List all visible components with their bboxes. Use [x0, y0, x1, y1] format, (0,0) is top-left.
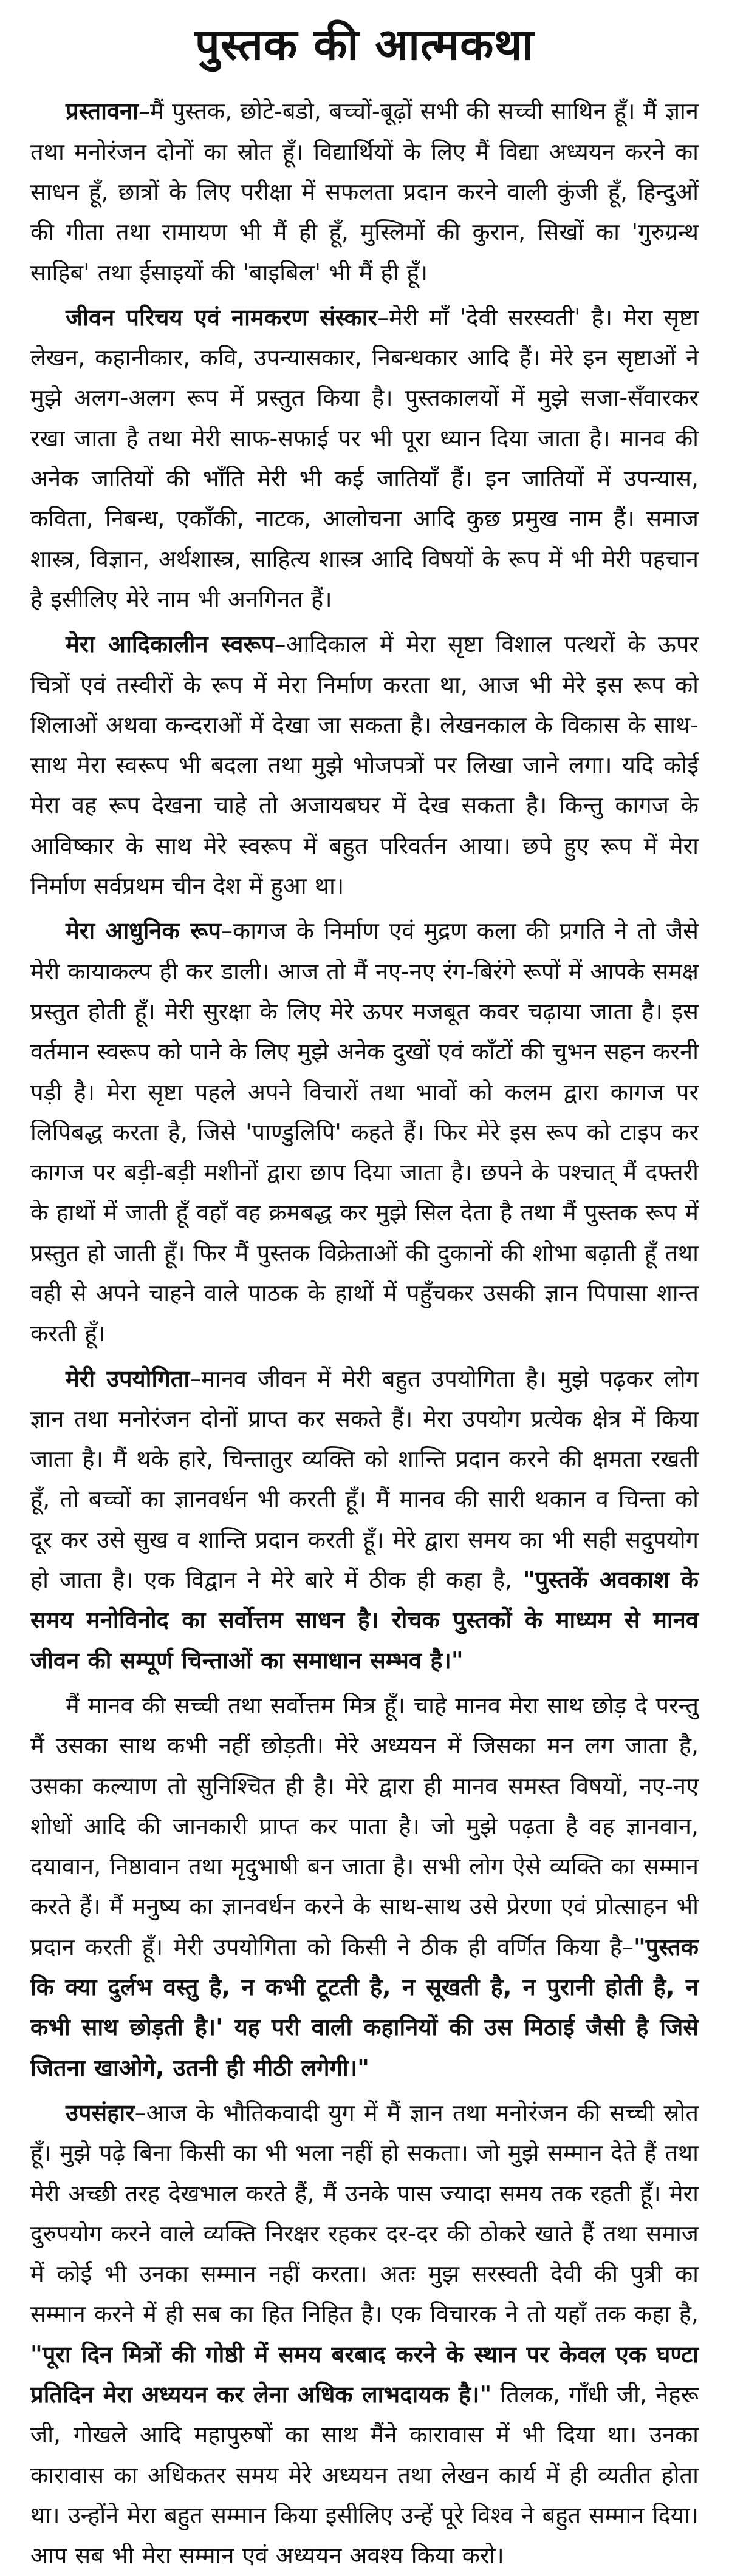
quotation: "पुस्तकें अवकाश के समय मनोविनोद का सर्वोत्तम साधन है। रोचक पुस्तकों के माध्यम से मानव जीवन की सम्पूर्ण चिन्ताओं का समाधान सम्भव है।" — [30, 1566, 699, 1674]
paragraph-ancient-form — [30, 624, 699, 906]
section-heading: मेरी उपयोगिता — [66, 1365, 190, 1392]
paragraph-introduction — [30, 91, 699, 292]
section-heading: उपसंहार — [66, 2099, 135, 2126]
paragraph-text: –आज के भौतिकवादी युग में मैं ज्ञान तथा मनोरंजन की सच्ची स्रोत हूँ। मुझे पढ़े बिना किसी का भी भला नहीं हो सकता। जो मुझे सम्मान देते हैं तथा मेरी अच्छी तरह देखभाल करते हैं, मैं उनके पास ज्यादा समय तक रहती हूँ। मेरा दुरुपयोग करने वाले व्यक्ति निरक्षर रहकर दर-दर की ठोकरे खाते हैं तथा समाज में कोई भी उनका सम्मान नहीं करता। अतः मुझ सरस्वती देवी की पुत्री का सम्मान करने में ही सब का हित निहित है। एक विचारक ने तो यहाँ तक कहा है, — [30, 2099, 699, 2328]
quotation: "पुस्तक कि क्या दुर्लभ वस्तु है, न कभी टूटती है, न सूखती है, न पुरानी होती है, न कभी साथ छोड़ती है।' यह परी वाली कहानियों की उस मिठाई जैसी है जिसे जितना खाओगे, उतनी ही मीठी लगेगी।" — [30, 1933, 699, 2081]
section-heading: जीवन परिचय एवं नामकरण संस्कार — [66, 304, 378, 331]
paragraph-conclusion — [30, 2093, 699, 2576]
quotation: "पूरा दिन मित्रों की गोष्ठी में समय बरबाद करने के स्थान पर केवल एक घण्टा प्रतिदिन मेरा अध्ययन कर लेना अधिक लाभदायक है।" — [30, 2340, 699, 2408]
section-heading: मेरा आधुनिक रूप — [66, 917, 222, 945]
paragraph-text: –मैं पुस्तक, छोटे-बडो, बच्चों-बूढ़ों सभी की सच्ची साथिन हूँ। मैं ज्ञान तथा मनोरंजन दोनों का स्रोत हूँ। विद्यार्थियों के लिए मैं विद्या अध्ययन करने का साधन हूँ, छात्रों के लिए परीक्षा में सफलता प्रदान करने वाली कुंजी हूँ, हिन्दुओं की गीता तथा रामायण भी मैं ही हूँ, मुस्लिमों की कुरान, सिखों का 'गुरुग्रन्थ साहिब' तथा ईसाइयों की 'बाइबिल' भी मैं ही हूँ। — [30, 98, 699, 286]
paragraph-modern-form — [30, 911, 699, 1353]
paragraph-text: –आदिकाल में मेरा सृष्टा विशाल पत्थरों के ऊपर चित्रों एवं तस्वीरों के रूप में मेरा निर्माण करता था, आज भी मेरे इस रूप को शिलाओं अथवा कन्दराओं में देखा जा सकता है। लेखनकाल के विकास के साथ-साथ मेरा स्वरूप भी बदला तथा मुझे भोजपत्रों पर लिखा जाने लगा। यदि कोई मेरा वह रूप देखना चाहे तो अजायबघर में देख सकता है। किन्तु कागज के आविष्कार के साथ मेरे स्वरूप में बहुत परिवर्तन आया। छपे हुए रूप में मेरा निर्माण सर्वप्रथम चीन देश में हुआ था। — [30, 631, 699, 900]
paragraph-text: –मेरी माँ 'देवी सरस्वती' है। मेरा सृष्टा लेखन, कहानीकार, कवि, उपन्यासकार, निबन्धकार आदि हैं। मेरे इन सृष्टाओं ने मुझे अलग-अलग रूप में प्रस्तुत किया है। पुस्तकालयों में मुझे सजा-सँवारकर रखा जाता है तथा मेरी साफ-सफाई पर भी पूरा ध्यान दिया जाता है। मानव की अनेक जातियों की भाँति मेरी भी कई जातियाँ हैं। इन जातियों में उपन्यास, कविता, निबन्ध, एकाँकी, नाटक, आलोचना आदि कुछ प्रमुख नाम हैं। समाज शास्त्र, विज्ञान, अर्थशास्त्र, साहित्य शास्त्र आदि विषयों के रूप में भी मेरी पहचान है इसीलिए मेरे नाम भी अनगिनत हैं। — [30, 304, 699, 613]
paragraph-text: –मानव जीवन में मेरी बहुत उपयोगिता है। मुझे पढ़कर लोग ज्ञान तथा मनोरंजन दोनों प्राप्त कर सकते हैं। मेरा उपयोग प्रत्येक क्षेत्र में किया जाता है। मैं थके हारे, चिन्तातुर व्यक्ति को शान्ति प्रदान करने की क्षमता रखती हूँ, तो बच्चों का ज्ञानवर्धन भी करती हूँ। मैं मानव की सारी थकान व चिन्ता को दूर कर उसे सुख व शान्ति प्रदान करती हूँ। मेरे द्वारा समय का भी सही सदुपयोग हो जाता है। एक विद्वान ने मेरे बारे में ठीक ही कहा है, — [30, 1365, 699, 1594]
paragraph-true-friend — [30, 1685, 699, 2088]
paragraph-text-tail: तिलक, गाँधी जी, नेहरू जी, गोखले आदि महापुरुषों का साथ मैंने कारावास में भी दिया था। उनका कारावास का अधिकतर समय मेरे अध्ययन तथा लेखन कार्य में ही व्यतीत होता था। उन्होंने मेरा बहुत सम्मान किया इसीलिए उन्हें पूरे विश्व ने बहुत सम्मान दिया। आप सब भी मेरा सम्मान एवं अध्ययन अवश्य किया करो। — [30, 2381, 699, 2569]
section-heading: मेरा आदिकालीन स्वरूप — [66, 631, 275, 658]
section-heading: प्रस्तावना — [66, 98, 139, 125]
paragraph-usefulness — [30, 1359, 699, 1681]
paragraph-life-introduction — [30, 297, 699, 619]
paragraph-text: मैं मानव की सच्ची तथा सर्वोत्तम मित्र हूँ। चाहे मानव मेरा साथ छोड़ दे परन्तु मैं उसका साथ कभी नहीं छोड़ती। मेरे अध्ययन में जिसका मन लग जाता है, उसका कल्याण तो सुनिश्चित ही है। मेरे द्वारा ही मानव समस्त विषयों, नए-नए शोधों आदि की जानकारी प्राप्त कर पाता है। जो मुझे पढ़ता है वह ज्ञानवान, दयावान, निष्ठावान तथा मृदुभाषी बन जाता है। सभी लोग ऐसे व्यक्ति का सम्मान करते हैं। मैं मनुष्य का ज्ञानवर्धन करने के साथ-साथ उसे प्रेरणा एवं प्रोत्साहन भी प्रदान करती हूँ। मेरी उपयोगिता को किसी ने ठीक ही वर्णित किया है– — [30, 1691, 699, 1960]
paragraph-text: –कागज के निर्माण एवं मुद्रण कला की प्रगति ने तो जैसे मेरी कायाकल्प ही कर डाली। आज तो मैं नए-नए रंग-बिरंगे रूपों में आपके समक्ष प्रस्तुत होती हूँ। मेरी सुरक्षा के लिए मेरे ऊपर मजबूत कवर चढ़ाया जाता है। इस वर्तमान स्वरूप को पाने के लिए मुझे अनेक दुखों एवं काँटों की चुभन सहन करनी पड़ी है। मेरा सृष्टा पहले अपने विचारों तथा भावों को कलम द्वारा कागज पर लिपिबद्ध करता है, जिसे 'पाण्डुलिपि' कहते हैं। फिर मेरे इस रूप को टाइप कर कागज पर बड़ी-बड़ी मशीनों द्वारा छाप दिया जाता है। छपने के पश्चात् मैं दफ्तरी के हाथों में जाती हूँ वहाँ वह क्रमबद्ध कर मुझे सिल देता है तथा मैं पुस्तक रूप में प्रस्तुत हो जाती हूँ। फिर मैं पुस्तक विक्रेताओं की दुकानों की शोभा बढ़ाती हूँ तथा वही से अपने चाहने वाले पाठक के हाथों में पहुँचकर उसकी ज्ञान पिपासा शान्त करती हूँ। — [30, 917, 699, 1347]
page-title: पुस्तक की आत्मकथा — [194, 19, 535, 70]
